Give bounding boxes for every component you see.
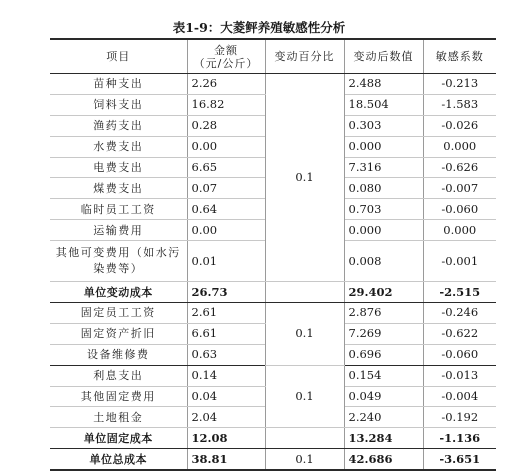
row-coef: -0.626 [423,157,496,178]
row-pct: 0.1 [265,449,344,470]
row-item: 单位固定成本 [50,428,187,449]
header-new-value: 变动后数值 [344,39,423,74]
row-coef: -1.583 [423,94,496,115]
subtotal-row-fixed [50,428,496,449]
row-item: 固定资产折旧 [50,323,187,344]
row-item: 其他固定费用 [50,386,187,407]
row-amount: 0.63 [187,344,265,365]
row-coef: -0.060 [423,199,496,220]
row-amount: 2.26 [187,74,265,95]
row-new-value: 0.008 [344,241,423,282]
row-item: 电费支出 [50,157,187,178]
row-amount: 0.14 [187,365,265,386]
row-new-value: 0.703 [344,199,423,220]
row-item: 设备维修费 [50,344,187,365]
row-new-value: 0.049 [344,386,423,407]
header-amount-line2: （元/公斤） [193,56,259,70]
group2-pct: 0.1 [265,303,344,366]
row-new-value: 18.504 [344,94,423,115]
row-item: 临时员工工资 [50,199,187,220]
header-item: 项目 [50,39,187,74]
table-caption: 表1-9：大菱鲆养殖敏感性分析 [172,20,346,35]
row-new-value: 2.876 [344,303,423,324]
row-new-value: 0.000 [344,136,423,157]
header-row [50,39,496,74]
row-coef: -0.192 [423,407,496,428]
row-new-value: 7.316 [344,157,423,178]
row-coef: -2.515 [423,282,496,303]
row-coef: -1.136 [423,428,496,449]
row-pct-empty [265,282,344,303]
table-row [50,74,496,95]
row-item: 固定员工工资 [50,303,187,324]
row-coef: -0.007 [423,178,496,199]
row-item: 运输费用 [50,220,187,241]
row-amount: 12.08 [187,428,265,449]
row-new-value: 2.488 [344,74,423,95]
header-amount-line1: 金额 [214,43,238,57]
group3-pct: 0.1 [265,365,344,428]
row-amount: 2.04 [187,407,265,428]
row-coef: -0.001 [423,241,496,282]
row-coef: 0.000 [423,136,496,157]
row-new-value: 0.154 [344,365,423,386]
row-amount: 26.73 [187,282,265,303]
row-amount: 6.65 [187,157,265,178]
row-item: 煤费支出 [50,178,187,199]
header-coef: 敏感系数 [423,39,496,74]
row-item: 渔药支出 [50,115,187,136]
row-coef: -0.246 [423,303,496,324]
row-amount: 6.61 [187,323,265,344]
row-item: 利息支出 [50,365,187,386]
row-item: 单位总成本 [50,449,187,470]
subtotal-row-variable [50,282,496,303]
row-amount: 0.00 [187,220,265,241]
row-item: 土地租金 [50,407,187,428]
row-new-value: 7.269 [344,323,423,344]
row-new-value: 0.303 [344,115,423,136]
row-coef: -0.213 [423,74,496,95]
row-new-value: 2.240 [344,407,423,428]
header-pct: 变动百分比 [265,39,344,74]
row-amount: 0.64 [187,199,265,220]
row-coef: -0.013 [423,365,496,386]
header-amount [187,39,265,74]
table-row [50,365,496,386]
row-pct-empty [265,428,344,449]
table-row [50,303,496,324]
row-coef: -0.622 [423,323,496,344]
row-item: 单位变动成本 [50,282,187,303]
sensitivity-table [50,38,496,471]
row-coef: -0.004 [423,386,496,407]
group1-pct: 0.1 [265,74,344,282]
row-coef: -3.651 [423,449,496,470]
row-new-value: 0.000 [344,220,423,241]
row-item: 苗种支出 [50,74,187,95]
row-amount: 0.07 [187,178,265,199]
row-item: 水费支出 [50,136,187,157]
row-item: 饲料支出 [50,94,187,115]
total-row [50,449,496,470]
row-amount: 2.61 [187,303,265,324]
row-amount: 0.28 [187,115,265,136]
row-coef: 0.000 [423,220,496,241]
row-item: 其他可变费用（如水污染费等） [50,241,187,282]
row-new-value: 0.080 [344,178,423,199]
row-new-value: 0.696 [344,344,423,365]
row-amount: 38.81 [187,449,265,470]
row-amount: 0.04 [187,386,265,407]
row-amount: 0.01 [187,241,265,282]
row-amount: 0.00 [187,136,265,157]
row-coef: -0.060 [423,344,496,365]
row-new-value: 42.686 [344,449,423,470]
row-amount: 16.82 [187,94,265,115]
row-new-value: 29.402 [344,282,423,303]
row-new-value: 13.284 [344,428,423,449]
row-coef: -0.026 [423,115,496,136]
